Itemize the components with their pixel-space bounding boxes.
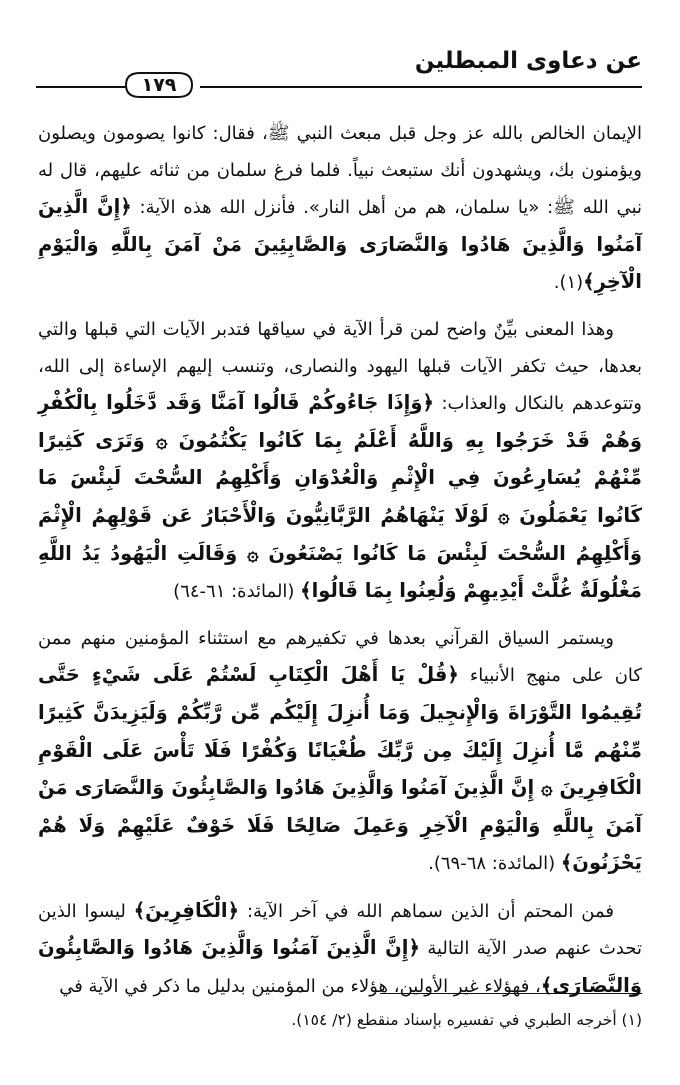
footnote: (١) أخرجه الطبري في تفسيره بإسناد منقطع (٢/ ١٥٤). bbox=[291, 1011, 642, 1029]
page-number-badge bbox=[118, 70, 200, 100]
prose-text: الإيمان الخالص بالله عز وجل قبل مبعث النبي ﷺ، فقال: كانوا يصومون ويصلون ويؤمنون بك، ويشهدون أنك ستبعث نبياً. فلما فرغ سلمان من ثنائه عليهم، قال له نبي الله ﷺ: «يا سلمان، هم من أهل النار». فأنزل الله هذه الآية: bbox=[38, 123, 643, 219]
quran-verse: ﴿إِنَّ الَّذِينَ آمَنُوا وَالَّذِينَ هَادُوا وَالصَّابِئُونَ وَالنَّصَارَى﴾ bbox=[38, 936, 642, 998]
paragraph bbox=[38, 116, 642, 302]
paragraph bbox=[38, 893, 642, 1006]
prose-text: وهذا المعنى بيِّنٌ واضح لمن قرأ الآية في سياقها فتدبر الآيات التي قبلها والتي بعدها، حيث تكفر الآيات قبلها اليهود والنصارى، وتنسب إليهم الإساءة إلى الله، وتتوعدهم بالنكال والعذاب: bbox=[38, 318, 642, 415]
paragraph bbox=[38, 312, 642, 611]
body-text bbox=[38, 116, 642, 1016]
prose-text: ، فهؤلاء غير الأولين، هؤلاء من المؤمنين بدليل ما ذكر في الآية في bbox=[59, 976, 541, 998]
prose-text: (١). bbox=[553, 272, 584, 294]
prose-text: (المائدة: ٦٨-٦٩). bbox=[428, 853, 561, 875]
page-number: ١٧٩ bbox=[141, 74, 177, 96]
quran-verse: ﴿وَإِذَا جَاءُوكُمْ قَالُوا آمَنَّا وَقَد دَّخَلُوا بِالْكُفْرِ وَهُمْ قَدْ خَرَجُوا بِهِ وَاللَّهُ أَعْلَمُ بِمَا كَانُوا يَكْتُمُونَ ۞ وَتَرَى كَثِيرًا مِّنْهُمْ يُسَارِعُونَ فِي الْإِثْمِ وَالْعُدْوَانِ وَأَكْلِهِمُ السُّحْتَ لَبِئْسَ مَا كَانُوا يَعْمَلُونَ ۞ لَوْلَا يَنْهَاهُمُ الرَّبَّانِيُّونَ وَالْأَحْبَارُ عَن قَوْلِهِمُ الْإِثْمَ وَأَكْلِهِمُ السُّحْتَ لَبِئْسَ مَا كَانُوا يَصْنَعُونَ ۞ وَقَالَتِ الْيَهُودُ يَدُ اللَّهِ مَغْلُولَةٌ غُلَّتْ أَيْدِيهِمْ وَلُعِنُوا بِمَا قَالُوا﴾ bbox=[38, 391, 642, 603]
prose-text: ليسوا الذين تحدث عنهم صدر الآية التالية bbox=[38, 900, 642, 960]
paragraph bbox=[38, 621, 642, 883]
running-title: عن دعاوى المبطلين bbox=[414, 48, 642, 74]
prose-text: فمن المحتم أن الذين سماهم الله في آخر الآية: bbox=[239, 900, 614, 922]
header-rule-left bbox=[36, 86, 126, 88]
prose-text: (المائدة: ٦١-٦٤) bbox=[173, 581, 301, 603]
quran-verse: ﴿الْكَافِرِينَ﴾ bbox=[133, 898, 240, 922]
prose-text: ويستمر السياق القرآني بعدها في تكفيرهم مع استثناء المؤمنين منهم ممن كان على منهج الأنبياء bbox=[38, 627, 642, 687]
quran-verse: ﴿قُلْ يَا أَهْلَ الْكِتَابِ لَسْتُمْ عَلَى شَيْءٍ حَتَّى تُقِيمُوا التَّوْرَاةَ وَالْإِنجِيلَ وَمَا أُنزِلَ إِلَيْكُم مِّن رَّبِّكُمْ وَلَيَزِيدَنَّ كَثِيرًا مِّنْهُم مَّا أُنزِلَ إِلَيْكَ مِن رَّبِّكَ طُغْيَانًا وَكُفْرًا فَلَا تَأْسَ عَلَى الْقَوْمِ الْكَافِرِينَ ۞ إِنَّ الَّذِينَ آمَنُوا وَالَّذِينَ هَادُوا وَالصَّابِئُونَ وَالنَّصَارَى مَنْ آمَنَ بِاللَّهِ وَالْيَوْمِ الْآخِرِ وَعَمِلَ صَالِحًا فَلَا خَوْفٌ عَلَيْهِمْ وَلَا هُمْ يَحْزَنُونَ﴾ bbox=[38, 663, 642, 875]
header-rule bbox=[200, 86, 642, 88]
quran-verse: ﴿إِنَّ الَّذِينَ آمَنُوا وَالَّذِينَ هَادُوا وَالنَّصَارَى وَالصَّابِئِينَ مَنْ آمَنَ بِاللَّهِ وَالْيَوْمِ الْآخِرِ﴾ bbox=[38, 195, 642, 294]
footnote-rule bbox=[380, 993, 642, 994]
